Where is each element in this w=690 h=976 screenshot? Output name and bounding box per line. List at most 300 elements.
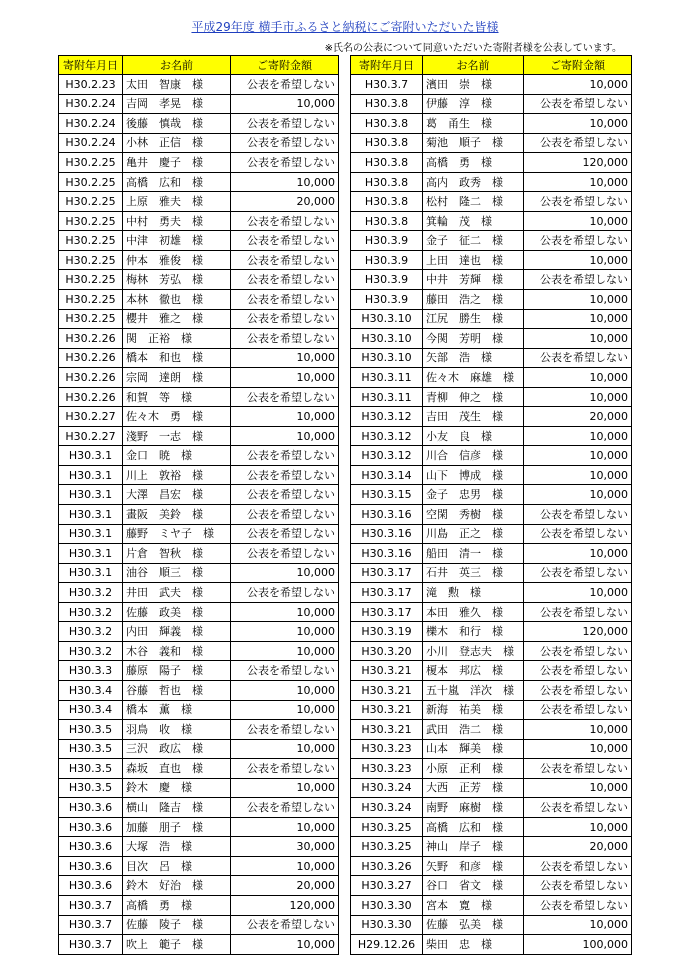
table-row [351,856,632,876]
donor-name-cell: 金子 征二 様 [423,231,524,251]
donor-name-cell: 空閑 秀樹 様 [423,505,524,525]
donation-date-cell: H30.3.6 [59,837,123,857]
donation-amount-cell: 公表を希望しない [231,270,339,290]
donation-amount-cell: 10,000 [524,250,632,270]
donor-name-cell: 小川 登志夫 様 [423,641,524,661]
table-row [59,895,339,915]
table-row [59,563,339,583]
donor-name-cell: 川上 敦裕 様 [123,465,231,485]
header-name: お名前 [423,56,524,75]
donation-amount-cell: 30,000 [231,837,339,857]
donation-amount-cell: 公表を希望しない [524,94,632,114]
donation-date-cell: H30.3.6 [59,817,123,837]
donation-amount-cell: 公表を希望しない [524,192,632,212]
table-row [59,153,339,173]
donation-date-cell: H29.12.26 [351,935,423,955]
table-row [59,524,339,544]
table-row [59,876,339,896]
donor-name-cell: 今関 芳明 様 [423,329,524,349]
donation-date-cell: H30.3.2 [59,641,123,661]
donor-name-cell: 谷口 省文 様 [423,876,524,896]
donation-date-cell: H30.3.15 [351,485,423,505]
donor-name-cell: 佐々木 勇 様 [123,407,231,427]
donor-name-cell: 高橋 広和 様 [123,172,231,192]
donor-name-cell: 小友 良 様 [423,426,524,446]
donor-name-cell: 高橋 勇 様 [423,153,524,173]
donor-name-cell: 金口 暁 様 [123,446,231,466]
donation-amount-cell: 10,000 [524,211,632,231]
donor-name-cell: 羽鳥 收 様 [123,720,231,740]
table-row [351,211,632,231]
donation-date-cell: H30.3.9 [351,231,423,251]
table-row [351,309,632,329]
donor-name-cell: 山下 博成 様 [423,465,524,485]
donation-date-cell: H30.2.24 [59,114,123,134]
donation-date-cell: H30.3.8 [351,133,423,153]
donation-date-cell: H30.2.25 [59,309,123,329]
donor-name-cell: 鈴木 好治 様 [123,876,231,896]
donation-amount-cell: 公表を希望しない [524,133,632,153]
donation-amount-cell: 公表を希望しない [524,895,632,915]
donation-amount-cell: 公表を希望しない [524,680,632,700]
donation-amount-cell: 120,000 [231,895,339,915]
donation-amount-cell: 公表を希望しない [524,231,632,251]
donation-date-cell: H30.3.16 [351,524,423,544]
donation-date-cell: H30.2.26 [59,329,123,349]
table-row [59,837,339,857]
table-row [59,446,339,466]
donor-name-cell: 上田 達也 様 [423,250,524,270]
table-row [59,133,339,153]
donation-amount-cell: 10,000 [231,817,339,837]
donation-amount-cell: 10,000 [524,583,632,603]
donation-date-cell: H30.2.25 [59,270,123,290]
donation-date-cell: H30.2.25 [59,290,123,310]
donor-name-cell: 山本 輝美 様 [423,739,524,759]
donation-amount-cell: 公表を希望しない [231,759,339,779]
table-row [351,465,632,485]
donor-name-cell: 藤田 浩之 様 [423,290,524,310]
table-row [351,505,632,525]
table-row [351,348,632,368]
donation-amount-cell: 10,000 [231,368,339,388]
donation-amount-cell: 公表を希望しない [231,309,339,329]
donation-date-cell: H30.3.7 [351,75,423,95]
donation-amount-cell: 10,000 [524,465,632,485]
table-row [59,915,339,935]
donation-amount-cell: 10,000 [231,778,339,798]
table-row [351,114,632,134]
donor-name-cell: 大西 正芳 様 [423,778,524,798]
donation-date-cell: H30.3.23 [351,759,423,779]
donation-date-cell: H30.3.8 [351,211,423,231]
donation-amount-cell: 10,000 [524,172,632,192]
table-row [351,622,632,642]
donation-amount-cell: 公表を希望しない [231,544,339,564]
donor-name-cell: 亀井 慶子 様 [123,153,231,173]
donation-date-cell: H30.3.16 [351,505,423,525]
donation-amount-cell: 公表を希望しない [524,348,632,368]
table-row [59,739,339,759]
donor-name-cell: 畫阪 美鈴 様 [123,505,231,525]
donation-amount-cell: 公表を希望しない [231,133,339,153]
table-row [351,720,632,740]
donor-name-cell: 榎本 邦広 様 [423,661,524,681]
donor-name-cell: 梅林 芳弘 様 [123,270,231,290]
donor-name-cell: 武田 浩二 様 [423,720,524,740]
donation-amount-cell: 10,000 [524,720,632,740]
donation-date-cell: H30.3.9 [351,290,423,310]
donor-name-cell: 櫟木 和行 様 [423,622,524,642]
table-row [351,94,632,114]
donor-name-cell: 大塚 浩 様 [123,837,231,857]
donation-amount-cell: 公表を希望しない [524,700,632,720]
donation-amount-cell: 10,000 [524,309,632,329]
donation-amount-cell: 公表を希望しない [231,75,339,95]
donor-name-cell: 本田 雅久 様 [423,602,524,622]
table-row [351,270,632,290]
donation-date-cell: H30.2.25 [59,192,123,212]
donation-amount-cell: 10,000 [231,739,339,759]
table-row [351,290,632,310]
donor-name-cell: 五十嵐 洋次 様 [423,680,524,700]
donation-date-cell: H30.3.24 [351,778,423,798]
donation-date-cell: H30.3.30 [351,895,423,915]
donation-date-cell: H30.3.10 [351,309,423,329]
table-row [351,172,632,192]
donation-amount-cell: 10,000 [231,602,339,622]
donor-name-cell: 南野 麻樹 様 [423,798,524,818]
page-title: 平成29年度 横手市ふるさと納税にご寄附いただいた皆様 [191,20,499,34]
donation-date-cell: H30.3.2 [59,602,123,622]
donor-name-cell: 井田 武夫 様 [123,583,231,603]
donation-amount-cell: 10,000 [524,485,632,505]
donor-name-cell: 内田 輝義 様 [123,622,231,642]
table-row [59,778,339,798]
donation-date-cell: H30.3.1 [59,446,123,466]
donation-date-cell: H30.3.12 [351,426,423,446]
donor-name-cell: 橋本 和也 様 [123,348,231,368]
donor-name-cell: 横山 隆吉 様 [123,798,231,818]
donation-date-cell: H30.3.1 [59,563,123,583]
donation-amount-cell: 10,000 [524,544,632,564]
donation-date-cell: H30.3.1 [59,485,123,505]
table-row [351,426,632,446]
donor-name-cell: 高橋 広和 様 [423,817,524,837]
donor-name-cell: 川合 信彦 様 [423,446,524,466]
donation-date-cell: H30.3.3 [59,661,123,681]
donation-amount-cell: 10,000 [231,622,339,642]
donation-date-cell: H30.3.1 [59,465,123,485]
table-row [351,700,632,720]
donor-name-cell: 石井 英三 様 [423,563,524,583]
donor-name-cell: 宮本 寛 様 [423,895,524,915]
donation-amount-cell: 20,000 [231,192,339,212]
donation-date-cell: H30.3.21 [351,661,423,681]
donation-date-cell: H30.2.25 [59,153,123,173]
table-row [59,387,339,407]
donation-amount-cell: 10,000 [524,778,632,798]
donor-table-right [350,55,632,955]
donation-date-cell: H30.3.10 [351,329,423,349]
table-row [351,935,632,955]
donation-date-cell: H30.3.17 [351,583,423,603]
donation-amount-cell: 10,000 [231,407,339,427]
table-row [59,368,339,388]
table-row [351,153,632,173]
donor-name-cell: 中津 初雄 様 [123,231,231,251]
donor-name-cell: 中村 勇夫 様 [123,211,231,231]
table-header-row [351,56,632,75]
donor-name-cell: 佐藤 弘美 様 [423,915,524,935]
donation-date-cell: H30.3.9 [351,250,423,270]
table-row [59,231,339,251]
table-row [59,75,339,95]
donation-date-cell: H30.3.25 [351,837,423,857]
donor-name-cell: 青柳 伸之 様 [423,387,524,407]
donor-name-cell: 佐藤 政美 様 [123,602,231,622]
table-row [59,290,339,310]
donor-name-cell: 濱田 崇 様 [423,75,524,95]
donation-date-cell: H30.3.25 [351,817,423,837]
table-row [351,524,632,544]
table-row [59,485,339,505]
table-row [351,876,632,896]
donation-amount-cell: 公表を希望しない [524,798,632,818]
donor-name-cell: 矢部 浩 様 [423,348,524,368]
donation-date-cell: H30.2.26 [59,368,123,388]
donation-amount-cell: 10,000 [231,563,339,583]
table-row [59,817,339,837]
table-row [59,641,339,661]
donor-name-cell: 宗岡 達朗 様 [123,368,231,388]
table-row [59,505,339,525]
table-row [351,641,632,661]
donation-amount-cell: 公表を希望しない [231,211,339,231]
donation-amount-cell: 10,000 [524,75,632,95]
donation-date-cell: H30.2.25 [59,211,123,231]
donation-date-cell: H30.3.21 [351,700,423,720]
donation-amount-cell: 公表を希望しない [231,720,339,740]
donation-date-cell: H30.3.2 [59,622,123,642]
table-row [351,583,632,603]
table-row [59,192,339,212]
donation-date-cell: H30.3.20 [351,641,423,661]
donation-date-cell: H30.3.5 [59,759,123,779]
donation-amount-cell: 10,000 [524,817,632,837]
donor-name-cell: 箕輪 茂 様 [423,211,524,231]
donation-date-cell: H30.3.1 [59,505,123,525]
table-row [59,856,339,876]
donation-amount-cell: 10,000 [231,641,339,661]
table-row [351,368,632,388]
donation-date-cell: H30.3.5 [59,739,123,759]
donation-amount-cell: 10,000 [524,387,632,407]
donor-name-cell: 片倉 智秋 様 [123,544,231,564]
donation-date-cell: H30.2.27 [59,426,123,446]
donation-date-cell: H30.3.4 [59,700,123,720]
donor-name-cell: 吉岡 孝晃 様 [123,94,231,114]
header-date: 寄附年月日 [351,56,423,75]
donor-rows-right [351,75,632,955]
table-header-row [59,56,339,75]
donation-date-cell: H30.3.12 [351,446,423,466]
table-row [59,465,339,485]
donor-name-cell: 江尻 勝生 様 [423,309,524,329]
donation-date-cell: H30.3.16 [351,544,423,564]
donation-amount-cell: 公表を希望しない [524,602,632,622]
table-row [351,759,632,779]
donation-amount-cell: 公表を希望しない [231,915,339,935]
donation-date-cell: H30.2.26 [59,387,123,407]
donor-name-cell: 森坂 直也 様 [123,759,231,779]
donation-date-cell: H30.3.2 [59,583,123,603]
donation-amount-cell: 公表を希望しない [231,114,339,134]
donation-date-cell: H30.2.23 [59,75,123,95]
table-row [59,680,339,700]
donor-name-cell: 上原 雅夫 様 [123,192,231,212]
donation-date-cell: H30.3.19 [351,622,423,642]
donor-name-cell: 太田 智康 様 [123,75,231,95]
donation-amount-cell: 120,000 [524,153,632,173]
donation-amount-cell: 10,000 [524,368,632,388]
table-row [351,915,632,935]
donation-date-cell: H30.3.11 [351,387,423,407]
donation-amount-cell: 10,000 [524,114,632,134]
table-row [59,935,339,955]
donor-name-cell: 目次 呂 様 [123,856,231,876]
donation-amount-cell: 10,000 [231,348,339,368]
donor-name-cell: 中井 芳輝 様 [423,270,524,290]
table-row [59,798,339,818]
donor-name-cell: 船田 清一 様 [423,544,524,564]
donation-amount-cell: 公表を希望しない [231,583,339,603]
donation-amount-cell: 100,000 [524,935,632,955]
donation-amount-cell: 公表を希望しない [524,641,632,661]
donation-date-cell: H30.3.7 [59,915,123,935]
donation-amount-cell: 公表を希望しない [231,290,339,310]
donor-name-cell: 新海 祐美 様 [423,700,524,720]
donation-amount-cell: 10,000 [231,856,339,876]
donor-name-cell: 鈴木 慶 様 [123,778,231,798]
donation-date-cell: H30.3.8 [351,192,423,212]
table-row [59,544,339,564]
donation-date-cell: H30.3.12 [351,407,423,427]
donation-amount-cell: 10,000 [231,426,339,446]
table-row [351,192,632,212]
donor-name-cell: 大澤 昌宏 様 [123,485,231,505]
donation-date-cell: H30.3.7 [59,895,123,915]
donation-date-cell: H30.3.21 [351,680,423,700]
donation-date-cell: H30.3.6 [59,856,123,876]
donation-amount-cell: 10,000 [524,446,632,466]
donor-name-cell: 矢野 和彦 様 [423,856,524,876]
donation-date-cell: H30.3.6 [59,876,123,896]
donation-date-cell: H30.2.25 [59,231,123,251]
donor-name-cell: 油谷 順三 様 [123,563,231,583]
donation-amount-cell: 公表を希望しない [524,524,632,544]
donation-amount-cell: 10,000 [524,739,632,759]
donation-amount-cell: 公表を希望しない [231,661,339,681]
header-name: お名前 [123,56,231,75]
donation-amount-cell: 20,000 [231,876,339,896]
table-row [351,75,632,95]
donation-date-cell: H30.3.5 [59,720,123,740]
table-row [59,622,339,642]
donor-name-cell: 柴田 忠 様 [423,935,524,955]
donation-date-cell: H30.3.17 [351,563,423,583]
donor-name-cell: 加藤 朋子 様 [123,817,231,837]
table-row [59,426,339,446]
table-row [59,583,339,603]
table-row [351,817,632,837]
donor-name-cell: 和賀 等 様 [123,387,231,407]
donation-amount-cell: 公表を希望しない [524,505,632,525]
donation-amount-cell: 120,000 [524,622,632,642]
donation-amount-cell: 公表を希望しない [231,250,339,270]
donor-name-cell: 淺野 一志 様 [123,426,231,446]
donation-date-cell: H30.2.25 [59,250,123,270]
donation-date-cell: H30.3.7 [59,935,123,955]
donor-name-cell: 神山 岸子 様 [423,837,524,857]
donor-name-cell: 川島 正之 様 [423,524,524,544]
table-row [351,837,632,857]
table-row [59,94,339,114]
donor-name-cell: 高橋 勇 様 [123,895,231,915]
donation-date-cell: H30.3.4 [59,680,123,700]
donation-date-cell: H30.3.27 [351,876,423,896]
donation-amount-cell: 公表を希望しない [231,524,339,544]
donation-amount-cell: 10,000 [524,329,632,349]
table-row [351,895,632,915]
donation-amount-cell: 公表を希望しない [231,505,339,525]
table-row [59,661,339,681]
donor-name-cell: 藤野 ミヤ子 様 [123,524,231,544]
donation-date-cell: H30.3.8 [351,114,423,134]
donation-date-cell: H30.3.30 [351,915,423,935]
donation-amount-cell: 10,000 [231,680,339,700]
donation-date-cell: H30.3.17 [351,602,423,622]
donor-name-cell: 吉田 茂生 様 [423,407,524,427]
table-row [351,798,632,818]
donation-amount-cell: 公表を希望しない [524,270,632,290]
table-row [59,172,339,192]
table-row [351,778,632,798]
donation-amount-cell: 10,000 [524,426,632,446]
donation-date-cell: H30.2.25 [59,172,123,192]
donor-name-cell: 橋本 薫 様 [123,700,231,720]
header-amount: ご寄附金額 [524,56,632,75]
donation-date-cell: H30.3.26 [351,856,423,876]
donation-date-cell: H30.3.10 [351,348,423,368]
donation-date-cell: H30.3.1 [59,544,123,564]
donor-name-cell: 吹上 範子 様 [123,935,231,955]
donation-amount-cell: 公表を希望しない [524,856,632,876]
donor-name-cell: 関 正裕 様 [123,329,231,349]
table-row [351,485,632,505]
donation-date-cell: H30.2.24 [59,133,123,153]
table-row [351,407,632,427]
donor-name-cell: 小原 正利 様 [423,759,524,779]
donation-amount-cell: 公表を希望しない [231,387,339,407]
donor-name-cell: 櫻井 雅之 様 [123,309,231,329]
donor-name-cell: 松村 隆二 様 [423,192,524,212]
donor-name-cell: 葛 甬生 様 [423,114,524,134]
donation-amount-cell: 公表を希望しない [231,446,339,466]
table-row [59,700,339,720]
table-row [351,133,632,153]
table-row [351,544,632,564]
